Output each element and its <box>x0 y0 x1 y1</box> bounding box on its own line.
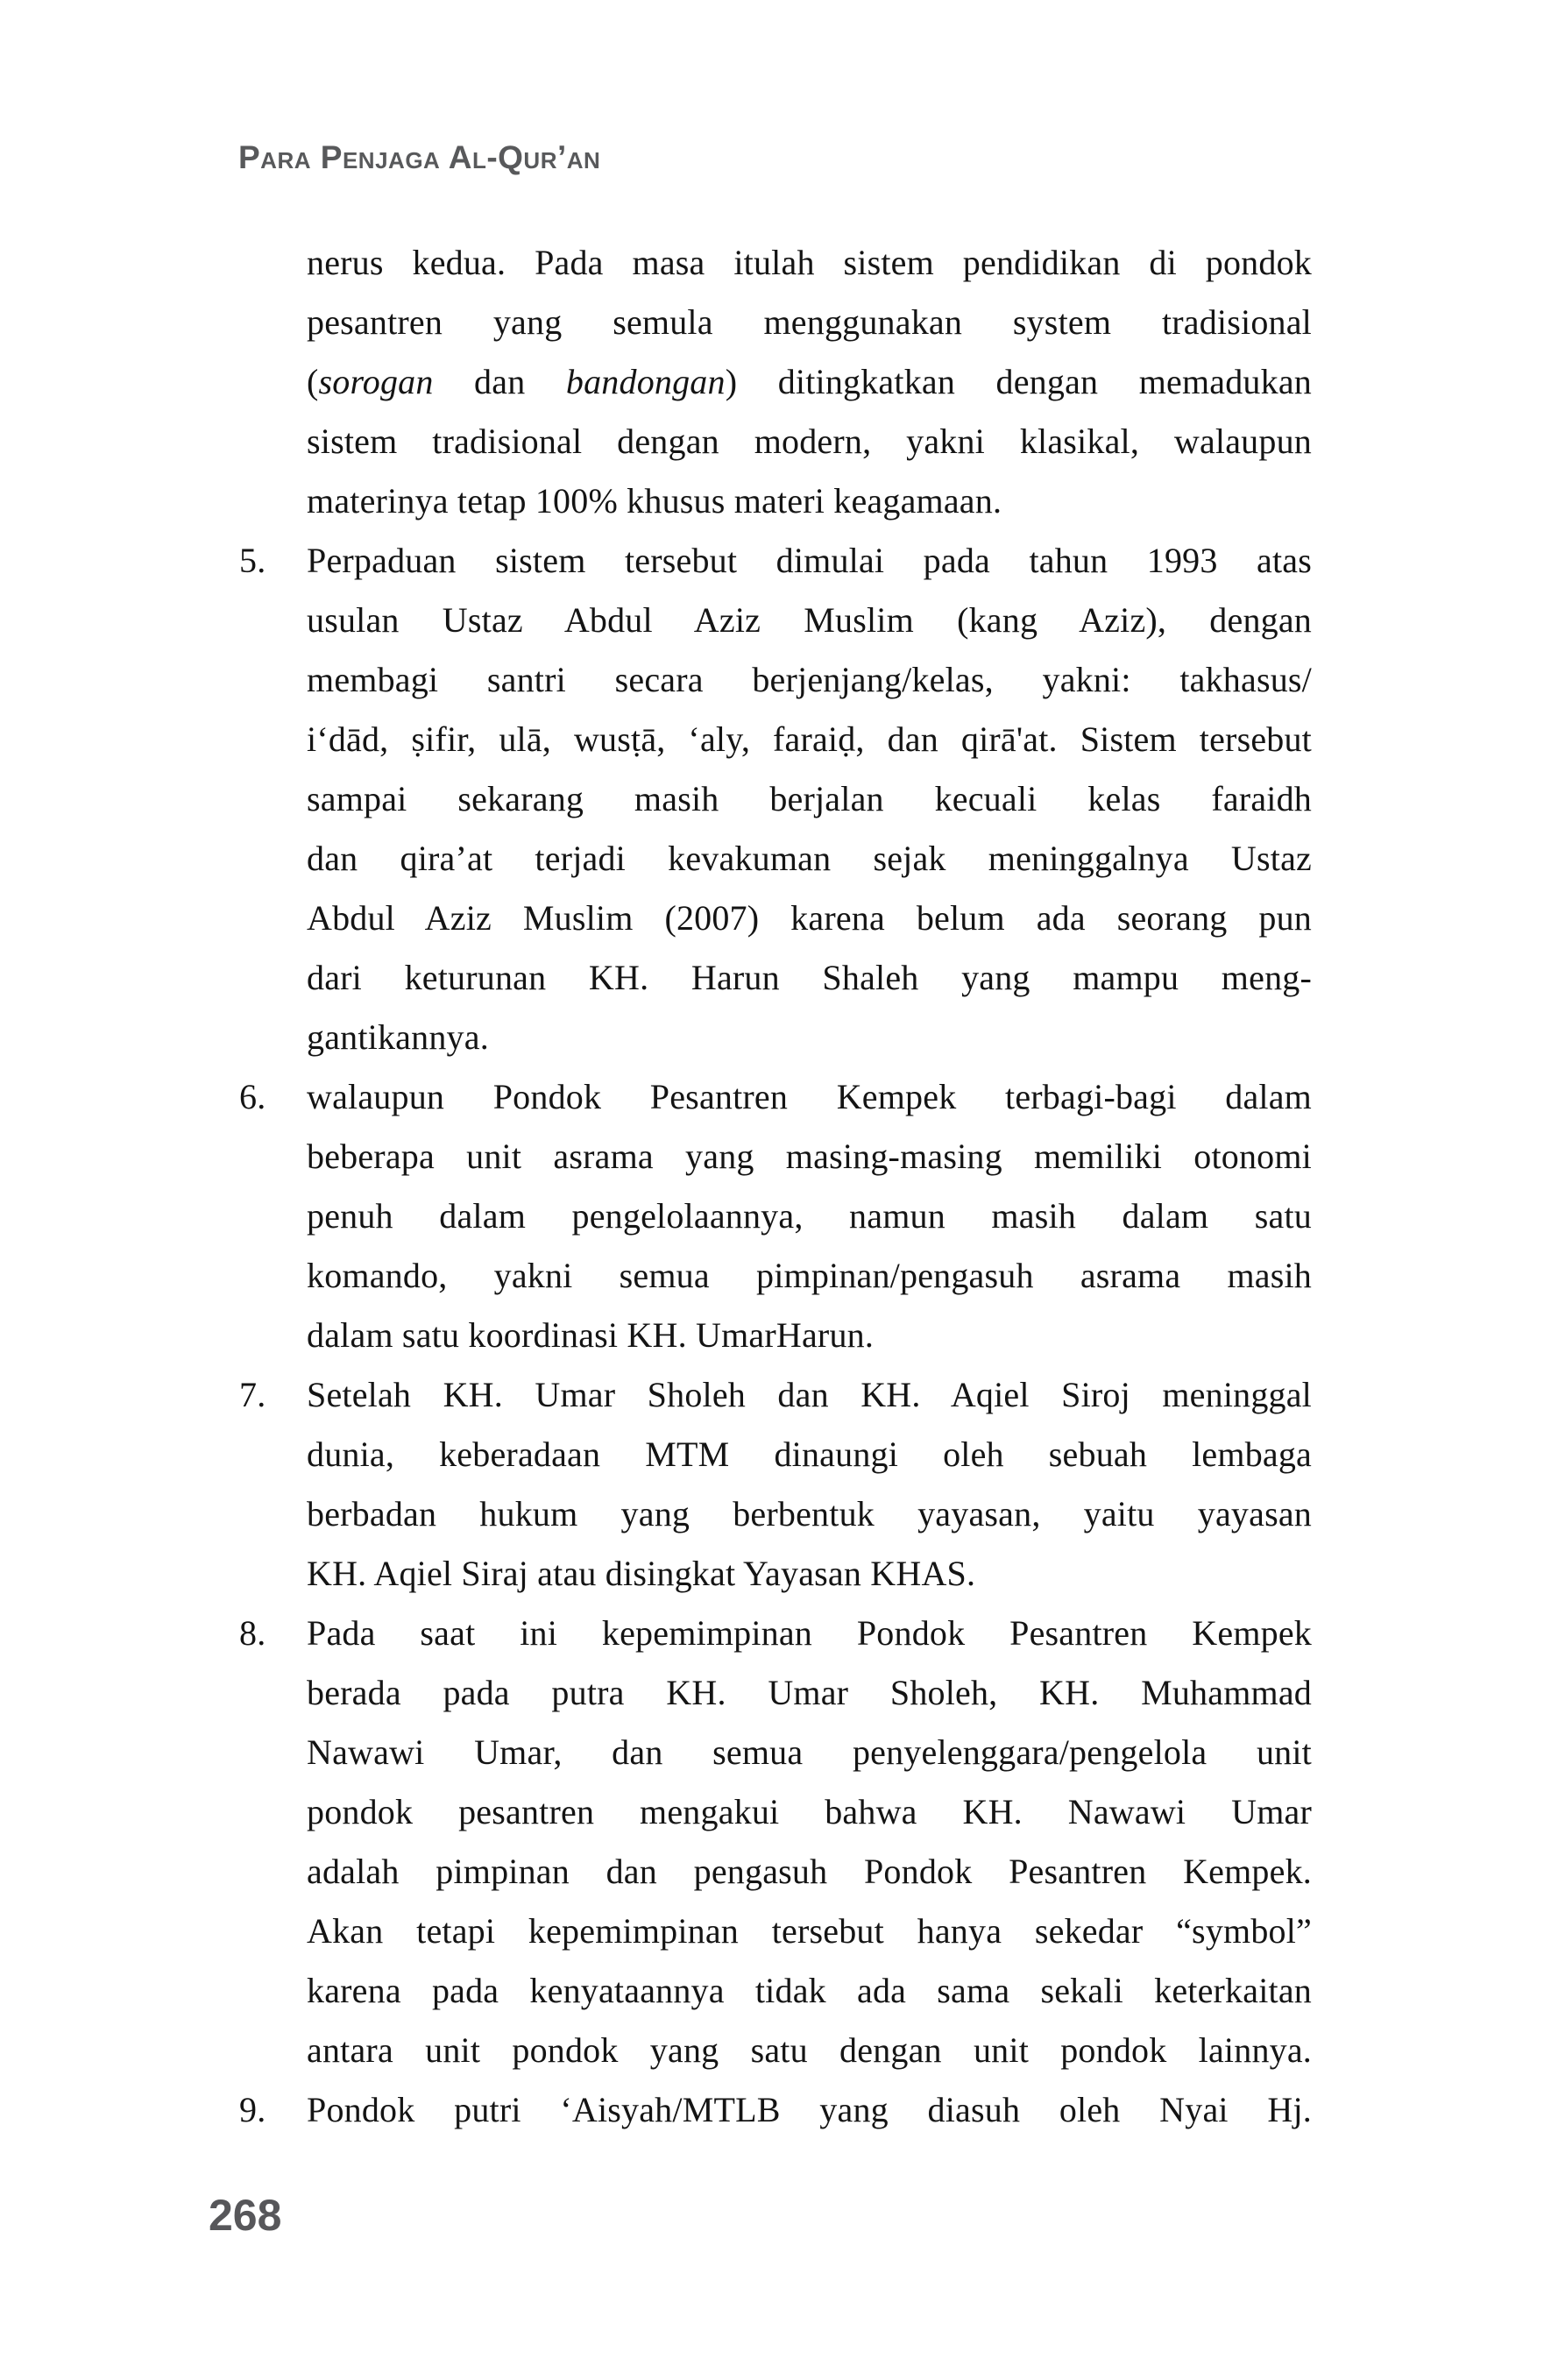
text-segment: dari keturunan KH. Harun Shaleh yang mampu meng- <box>307 958 1312 997</box>
text-line <box>307 1663 1312 1723</box>
running-header: Para Penjaga Al-Qur’an <box>238 139 601 175</box>
item-lines <box>307 531 1312 1067</box>
text-line <box>307 1365 1312 1425</box>
text-line <box>307 1723 1312 1782</box>
text-line <box>307 1067 1312 1127</box>
text-line <box>307 412 1312 471</box>
text-line <box>307 769 1312 829</box>
text-segment: berbadan hukum yang berbentuk yayasan, yaitu yayasan <box>307 1494 1312 1534</box>
text-line <box>307 352 1312 412</box>
text-line <box>307 710 1312 769</box>
text-line <box>307 1544 1312 1604</box>
text-segment: ) ditingkatkan dengan memadukan <box>725 362 1312 401</box>
list-number: 5. <box>239 541 266 580</box>
text-segment: Akan tetapi kepemimpinan tersebut hanya sekedar “symbol” <box>307 1911 1312 1951</box>
text-segment: nerus kedua. Pada masa itulah sistem pendidikan di pondok <box>307 243 1312 282</box>
text-segment: sampai sekarang masih berjalan kecuali kelas faraidh <box>307 779 1312 818</box>
text-line <box>307 1246 1312 1306</box>
list-number: 6. <box>239 1077 266 1116</box>
text-line <box>307 650 1312 710</box>
text-segment: Abdul Aziz Muslim (2007) karena belum ada seorang pun <box>307 898 1312 938</box>
text-line <box>307 1961 1312 2021</box>
text-line <box>307 1127 1312 1186</box>
item-lines <box>307 1365 1312 1604</box>
text-segment: Nawawi Umar, dan semua penyelenggara/pengelola unit <box>307 1732 1312 1772</box>
text-segment: Pondok putri ‘Aisyah/MTLB yang diasuh oleh Nyai Hj. <box>307 2090 1312 2129</box>
text-line <box>307 2021 1312 2080</box>
text-segment: dan qira’at terjadi kevakuman sejak meninggalnya Ustaz <box>307 839 1312 878</box>
italic-term: bandongan <box>565 362 726 401</box>
text-segment: materinya tetap 100% khusus materi keagamaan. <box>307 481 1002 521</box>
text-segment: penuh dalam pengelolaannya, namun masih dalam satu <box>307 1196 1312 1236</box>
text-segment: usulan Ustaz Abdul Aziz Muslim (kang Aziz), dengan <box>307 600 1312 640</box>
text-line <box>307 233 1312 293</box>
list-item <box>239 1604 1312 2080</box>
list-number: 9. <box>239 2090 266 2129</box>
page-number: 268 <box>209 2191 282 2240</box>
text-line <box>307 1484 1312 1544</box>
text-segment: pesantren yang semula menggunakan system tradisional <box>307 302 1312 342</box>
text-line <box>307 1008 1312 1067</box>
text-line <box>307 2080 1312 2140</box>
text-segment: KH. Aqiel Siraj atau disingkat Yayasan KHAS. <box>307 1554 976 1593</box>
text-segment: antara unit pondok yang satu dengan unit pondok lainnya. <box>307 2030 1312 2070</box>
text-segment: Perpaduan sistem tersebut dimulai pada tahun 1993 atas <box>307 541 1312 580</box>
text-line <box>307 1425 1312 1484</box>
text-segment: i‘dād, ṣifir, ulā, wusṭā, ‘aly, faraiḍ, dan qirā'at. Sistem tersebut <box>307 719 1312 759</box>
item-lines <box>307 1067 1312 1365</box>
text-line <box>307 531 1312 591</box>
text-segment: Setelah KH. Umar Sholeh dan KH. Aqiel Siroj meninggal <box>307 1375 1312 1414</box>
italic-term: sorogan <box>318 362 434 401</box>
list-number: 8. <box>239 1613 266 1653</box>
item-lines <box>307 233 1312 531</box>
text-segment: ( <box>307 362 319 401</box>
text-line <box>307 829 1312 889</box>
list-number: 7. <box>239 1375 266 1414</box>
text-segment: membagi santri secara berjenjang/kelas, yakni: takhasus/ <box>307 660 1312 699</box>
text-segment: sistem tradisional dengan modern, yakni klasikal, walaupun <box>307 421 1312 461</box>
text-segment: pondok pesantren mengakui bahwa KH. Nawawi Umar <box>307 1792 1312 1831</box>
text-segment: komando, yakni semua pimpinan/pengasuh asrama masih <box>307 1256 1312 1295</box>
text-line <box>307 1782 1312 1842</box>
list-item <box>239 2080 1312 2140</box>
text-line <box>307 1902 1312 1961</box>
text-line <box>307 1842 1312 1902</box>
continuation-paragraph <box>239 233 1312 531</box>
text-segment: berada pada putra KH. Umar Sholeh, KH. Muhammad <box>307 1673 1312 1712</box>
text-blocks <box>239 233 1312 2140</box>
item-lines <box>307 1604 1312 2080</box>
text-segment: dunia, keberadaan MTM dinaungi oleh sebuah lembaga <box>307 1434 1312 1474</box>
text-segment: gantikannya. <box>307 1017 489 1057</box>
text-line <box>307 471 1312 531</box>
text-segment: dalam satu koordinasi KH. UmarHarun. <box>307 1315 875 1355</box>
list-item <box>239 1365 1312 1604</box>
item-lines <box>307 2080 1312 2140</box>
text-segment: adalah pimpinan dan pengasuh Pondok Pesantren Kempek. <box>307 1852 1312 1891</box>
text-segment: beberapa unit asrama yang masing-masing memiliki otonomi <box>307 1137 1312 1176</box>
text-segment: dan <box>433 362 566 401</box>
text-line <box>307 591 1312 650</box>
text-segment: walaupun Pondok Pesantren Kempek terbagi-bagi dalam <box>307 1077 1312 1116</box>
text-line <box>307 293 1312 352</box>
text-line <box>307 889 1312 948</box>
list-item <box>239 1067 1312 1365</box>
text-segment: karena pada kenyataannya tidak ada sama sekali keterkaitan <box>307 1971 1312 2010</box>
text-line <box>307 948 1312 1008</box>
text-line <box>307 1306 1312 1365</box>
list-item <box>239 531 1312 1067</box>
text-segment: Pada saat ini kepemimpinan Pondok Pesantren Kempek <box>307 1613 1312 1653</box>
text-line <box>307 1186 1312 1246</box>
text-line <box>307 1604 1312 1663</box>
